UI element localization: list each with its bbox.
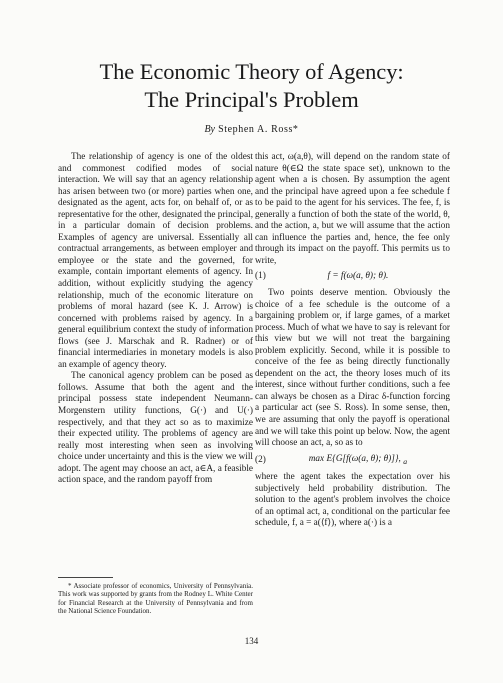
footnote-divider xyxy=(58,577,113,578)
title-line-2: The Principal's Problem xyxy=(144,87,359,112)
equation-2-number: (2) xyxy=(255,454,266,465)
page-number: 134 xyxy=(244,636,259,646)
paragraph-continued: this act, ω(a,θ), will depend on the random state of nature θ(∈Ω the state space set), unknown to the agent when a is chosen. By assumption the agent and the principal have agreed upon a fee schedule f to be paid to the agent for his services. The fee, f, is generally a function of both the state of the world, θ, and the action, a, but we will assume that the action can influence the parties and, hence, the fee only through its impact on the payoff. This permits us to write, xyxy=(255,152,450,266)
equation-2-expression xyxy=(266,454,450,467)
paragraph-agent-solution: where the agent takes the expectation over his subjectively held probability distribution. The solution to the agent's problem involves the choice of an optimal act, a, conditional on the particular fee schedule, f, a = a(⟨f⟩), where a(·) is a xyxy=(255,472,450,529)
left-column xyxy=(58,152,253,487)
footnote xyxy=(58,582,253,615)
right-column xyxy=(255,152,450,530)
equation-1-expression: f = f(ω(a, θ); θ). xyxy=(327,271,389,282)
equation-1 xyxy=(255,271,450,283)
footnote-text: * Associate professor of economics, University of Pennsylvania. This work was supported by grants from the Rodney L. White Center for Financial Research at the University of Pennsylvania and from the National Science Foundation. xyxy=(58,582,253,615)
equation-2 xyxy=(255,454,450,467)
equation-2-subscript: a xyxy=(403,456,408,466)
equation-2-body: max E{G[f(ω(a, θ); θ)]}, xyxy=(308,453,401,464)
title-line-1: The Economic Theory of Agency: xyxy=(99,59,404,84)
byline-prefix: By xyxy=(204,124,215,135)
equation-1-number: (1) xyxy=(255,271,266,282)
author-byline xyxy=(0,124,503,135)
paragraph-two-points: Two points deserve mention. Obviously the choice of a fee schedule is the outcome of a bargaining problem or, if large games, of a market process. Much of what we have to say is relevant for this view but we will not treat the bargaining problem explicitly. Second, while it is possible to conceive of the fee as being directly functionally dependent on the act, the theory loses much of its interest, since without further conditions, such a fee can always be chosen as a Dirac δ-function forcing a particular act (see S. Ross). In some sense, then, we are assuming that only the payoff is operational and we will take this point up below. Now, the agent will choose an act, a, so as to xyxy=(255,288,450,449)
article-title xyxy=(0,58,503,114)
paragraph-canonical-problem: The canonical agency problem can be posed as follows. Assume that both the agent and the principal possess state independent Neumann-Morgenstern utility functions, G(·) and U(·) respectively, and that they act so as to maximize their expected utility. The problems of agency are really most interesting when seen as involving choice under uncertainty and this is the view we will adopt. The agent may choose an act, a∈A, a feasible action space, and the random payoff from xyxy=(58,371,253,486)
author-name: Stephen A. Ross* xyxy=(218,124,299,135)
paragraph-intro: The relationship of agency is one of the oldest and commonest codified modes of social interaction. We will say that an agency relationship has arisen between two (or more) parties when one, designated as the agent, acts for, on behalf of, or as representative for the other, designated the principal, in a particular domain of decision problems. Examples of agency are universal. Essentially all contractual arrangements, as between employer and employee or the state and the governed, for example, contain important elements of agency. In addition, without explicitly studying the agency relationship, much of the economic literature on problems of moral hazard (see K. J. Arrow) is concerned with problems raised by agency. In a general equilibrium context the study of information flows (see J. Marschak and R. Radner) or of financial intermediaries in monetary models is also an example of agency theory. xyxy=(58,152,253,370)
